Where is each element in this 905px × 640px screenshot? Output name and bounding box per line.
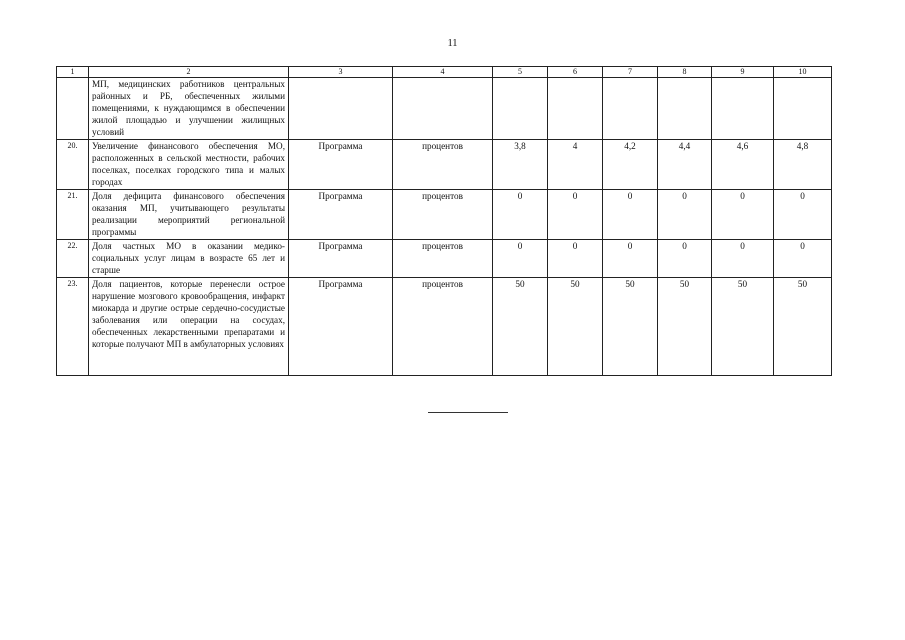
- indicator-value: [774, 78, 832, 140]
- row-number: 21.: [57, 190, 89, 240]
- indicator-value: 0: [493, 240, 548, 278]
- indicator-description: Доля пациентов, которые перенесли острое нарушение мозгового кровообращения, инфаркт миокарда и другие острые сердечно-сосудистые заболевания или операции на сосудах, обеспеченных лекарственными препаратами и которые получают МП в амбулаторных условиях: [89, 278, 289, 376]
- indicator-value: 50: [658, 278, 712, 376]
- indicator-description: Доля частных МО в оказании медико-социальных услуг лицам в возрасте 65 лет и старше: [89, 240, 289, 278]
- indicator-source: Программа: [289, 240, 393, 278]
- indicator-value: 50: [712, 278, 774, 376]
- indicator-value: 50: [774, 278, 832, 376]
- indicator-value: [712, 78, 774, 140]
- indicators-table: [56, 66, 832, 376]
- indicator-value: 0: [774, 240, 832, 278]
- indicator-value: 0: [493, 190, 548, 240]
- table-row: [57, 78, 832, 140]
- column-header: 10: [774, 67, 832, 78]
- indicator-value: [548, 78, 603, 140]
- indicator-unit: процентов: [393, 278, 493, 376]
- indicator-value: 4,2: [603, 140, 658, 190]
- indicator-value: 0: [548, 240, 603, 278]
- indicator-value: 50: [548, 278, 603, 376]
- indicator-value: 3,8: [493, 140, 548, 190]
- column-header: 4: [393, 67, 493, 78]
- column-header: 7: [603, 67, 658, 78]
- table-row: [57, 140, 832, 190]
- indicator-unit: процентов: [393, 190, 493, 240]
- column-header: 2: [89, 67, 289, 78]
- indicator-unit: процентов: [393, 140, 493, 190]
- indicator-description: МП, медицинских работников центральных районных и РБ, обеспеченных жилыми помещениями, к нуждающимся в обеспечении жилой площадью и улучшении жилищных условий: [89, 78, 289, 140]
- indicator-source: Программа: [289, 190, 393, 240]
- table-row: [57, 240, 832, 278]
- table-row: [57, 190, 832, 240]
- indicator-value: 0: [603, 240, 658, 278]
- indicator-value: 50: [493, 278, 548, 376]
- indicator-unit: [393, 78, 493, 140]
- row-number: 22.: [57, 240, 89, 278]
- indicator-value: 4,8: [774, 140, 832, 190]
- indicator-source: Программа: [289, 140, 393, 190]
- column-header: 8: [658, 67, 712, 78]
- indicator-value: 50: [603, 278, 658, 376]
- column-header: 5: [493, 67, 548, 78]
- footer-divider: [428, 412, 508, 413]
- indicator-value: 0: [603, 190, 658, 240]
- column-header: 3: [289, 67, 393, 78]
- indicator-value: 4: [548, 140, 603, 190]
- indicator-value: [493, 78, 548, 140]
- indicator-description: Увеличение финансового обеспечения МО, расположенных в сельской местности, рабочих поселках, поселках городского типа и малых городах: [89, 140, 289, 190]
- column-header: 6: [548, 67, 603, 78]
- indicator-value: 0: [548, 190, 603, 240]
- column-header: 1: [57, 67, 89, 78]
- page-number: 11: [447, 38, 458, 49]
- indicator-value: 0: [658, 190, 712, 240]
- indicator-value: 0: [658, 240, 712, 278]
- indicator-unit: процентов: [393, 240, 493, 278]
- row-number: 23.: [57, 278, 89, 376]
- row-number: [57, 78, 89, 140]
- indicator-value: 0: [712, 190, 774, 240]
- indicator-source: Программа: [289, 278, 393, 376]
- indicator-value: [603, 78, 658, 140]
- indicator-value: 0: [774, 190, 832, 240]
- indicator-value: [658, 78, 712, 140]
- indicator-source: [289, 78, 393, 140]
- indicator-value: 0: [712, 240, 774, 278]
- indicator-description: Доля дефицита финансового обеспечения оказания МП, учитывающего результаты реализации мероприятий региональной программы: [89, 190, 289, 240]
- indicator-value: 4,4: [658, 140, 712, 190]
- row-number: 20.: [57, 140, 89, 190]
- table-row: [57, 278, 832, 376]
- column-header: 9: [712, 67, 774, 78]
- indicator-value: 4,6: [712, 140, 774, 190]
- table-header-row: [57, 67, 832, 78]
